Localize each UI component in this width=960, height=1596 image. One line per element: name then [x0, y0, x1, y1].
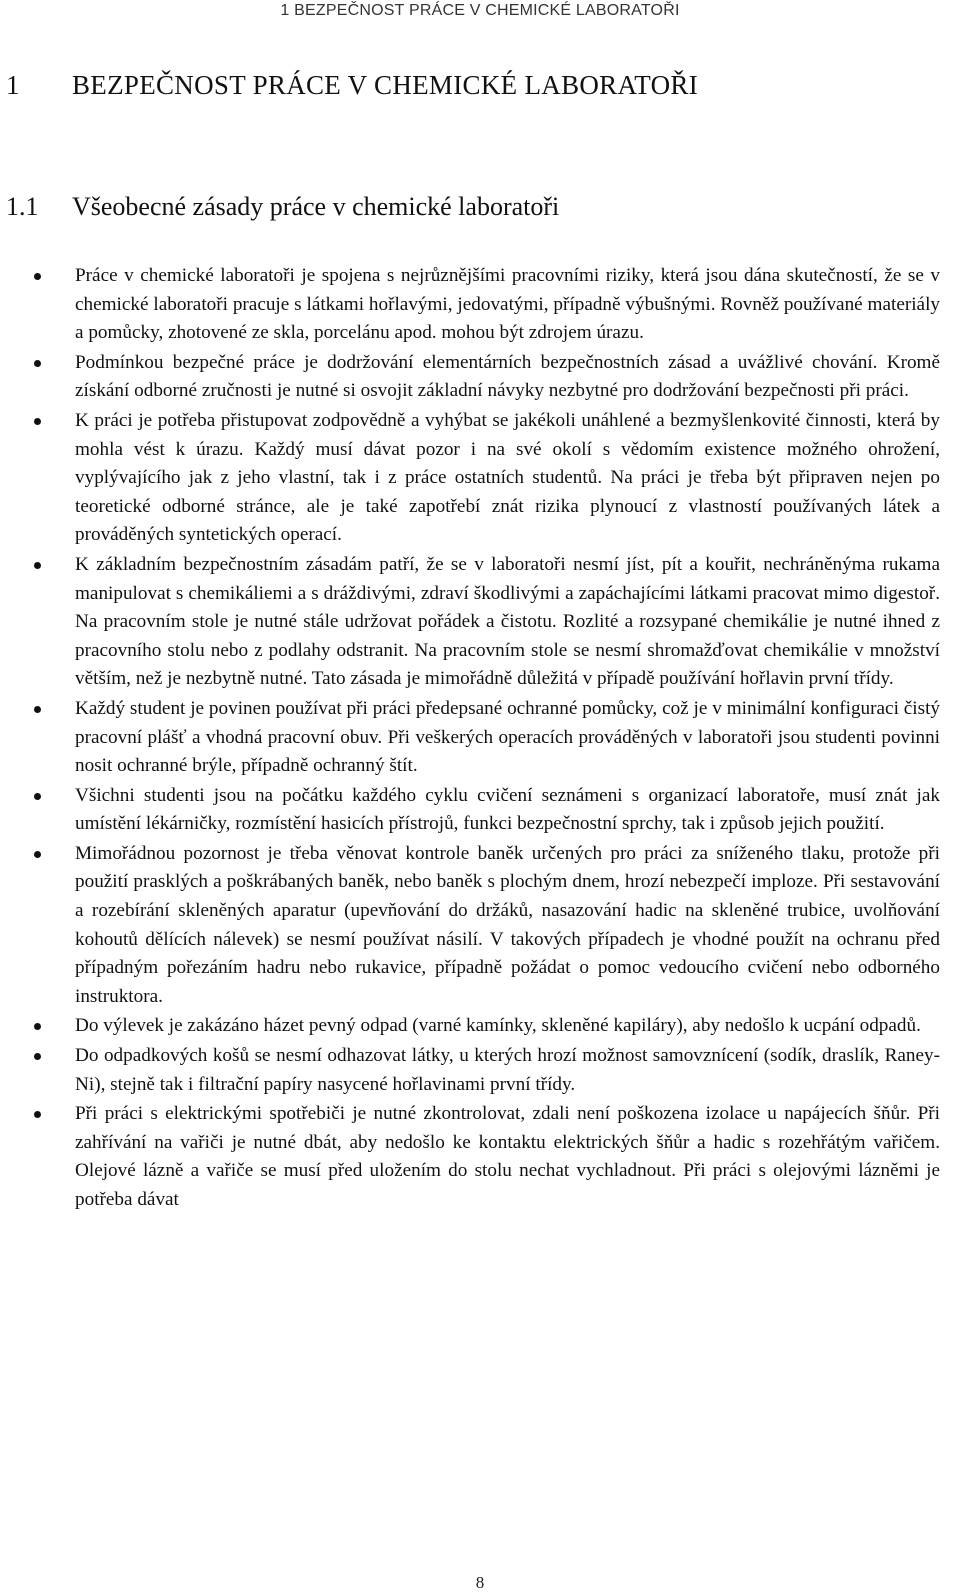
bullet-icon — [34, 1053, 41, 1060]
list-item — [0, 407, 940, 550]
running-header: 1 BEZPEČNOST PRÁCE V CHEMICKÉ LABORATOŘI — [280, 2, 680, 19]
list-item-text: K práci je potřeba přistupovat zodpovědně a vyhýbat se jakékoli unáhlené a bezmyšlenkovité činnosti, která by mohla vést k úrazu. Každý musí dávat pozor i na své okolí s vědomím existence možného ohrožení, vyplývajícího jak z jeho vlastní, tak i z práce ostatních studentů. Na práci je třeba být připraven nejen po teoretické odborné stránce, ale je také zapotřebí znát rizika plynoucí z vlastností používaných látek a prováděných syntetických operací. — [75, 409, 940, 546]
list-item-text: Podmínkou bezpečné práce je dodržování elementárních bezpečnostních zásad a uvážlivé chování. Kromě získání odborné zručnosti je nutné si osvojit základní návyky nezbytné pro dodržování bezpečnosti při práci. — [75, 351, 940, 402]
list-item — [0, 1012, 940, 1041]
bullet-icon — [34, 360, 41, 367]
rules-list — [0, 262, 940, 1216]
section-number: 1.1 — [6, 192, 39, 221]
list-item-text: Práce v chemické laboratoři je spojena s nejrůznějšími pracovními riziky, která jsou dána skutečností, že se v chemické laboratoři pracuje s látkami hořlavými, jedovatými, případně výbušnými. Rovněž používané materiály a pomůcky, zhotovené ze skla, porcelánu apod. mohou být zdrojem úrazu. — [75, 265, 940, 344]
list-item-text: Do odpadkových košů se nesmí odhazovat látky, u kterých hrozí možnost samovznícení (sodík, draslík, Raney-Ni), stejně tak i filtrační papíry nasycené hořlavinami první třídy. — [75, 1045, 940, 1095]
chapter-title-text: BEZPEČNOST PRÁCE V CHEMICKÉ LABORATOŘI — [72, 70, 698, 100]
list-item — [0, 782, 940, 839]
chapter-title — [6, 70, 698, 101]
list-item — [0, 1042, 940, 1099]
list-item-text: Mimořádnou pozornost je třeba věnovat kontrole baněk určených pro práci za sníženého tlaku, protože při použití prasklých a poškrábaných baněk, nebo baněk s plochým dnem, hrozí nebezpečí imploze. Při sestavování a rozebírání skleněných aparatur (upevňování do držáků, nasazování hadic na skleněné trubice, uvolňování kohoutů dělících nálevek) se nesmí používat násilí. V takových případech je vhodné použít na ochranu před případným pořezáním hadru nebo rukavice, případně požádat o pomoc vedoucího cvičení nebo odborného instruktora. — [75, 842, 940, 1007]
bullet-icon — [34, 1023, 41, 1030]
bullet-icon — [34, 706, 41, 713]
bullet-icon — [34, 273, 41, 280]
list-item-text: Všichni studenti jsou na počátku každého cyklu cvičení seznámeni s organizací laboratoře, musí znát jak umístění lékárničky, rozmístění hasicích přístrojů, funkci bezpečnostní sprchy, tak i způsob jejich použití. — [75, 784, 940, 835]
list-item — [0, 695, 940, 781]
list-item — [0, 1100, 940, 1214]
bullet-icon — [34, 851, 41, 858]
list-item-text: Každý student je povinen používat při práci předepsané ochranné pomůcky, což je v minimální konfiguraci čistý pracovní plášť a vhodná pracovní obuv. Při veškerých operacích prováděných v laboratoři jsou studenti povinni nosit ochranné brýle, případně ochranný štít. — [75, 697, 940, 777]
list-item-text: Do výlevek je zakázáno házet pevný odpad (varné kamínky, skleněné kapiláry), aby nedošlo k ucpání odpadů. — [75, 1015, 921, 1037]
list-item — [0, 262, 940, 348]
list-item — [0, 349, 940, 406]
list-item-text: Při práci s elektrickými spotřebiči je nutné zkontrolovat, zdali není poškozena izolace u napájecích šňůr. Při zahřívání na vařiči je nutné dbát, aby nedošlo ke kontaktu elektrických šňůr a hadic s rozehřátým vařičem. Olejové lázně a vařiče se musí před uložením do stolu nechat vychladnout. Při práci s olejovými lázněmi je potřeba dávat — [75, 1103, 940, 1210]
list-item — [0, 840, 940, 1012]
page-number: 8 — [475, 1573, 485, 1592]
section-title-text: Všeobecné zásady práce v chemické laboratoři — [72, 192, 560, 221]
bullet-icon — [34, 1111, 41, 1118]
section-title — [6, 192, 559, 222]
bullet-icon — [34, 562, 41, 569]
chapter-number: 1 — [6, 70, 20, 100]
list-item-text: K základním bezpečnostním zásadám patří, že se v laboratoři nesmí jíst, pít a kouřit, nechráněnýma rukama manipulovat s chemikáliemi a s dráždivými, zdraví škodlivými a zapáchajícími látkami pracovat mimo digestoř. Na pracovním stole je nutné stále udržovat pořádek a čistotu. Rozlité a rozsypané chemikálie je nutné ihned z pracovního stolu nebo z podlahy odstranit. Na pracovním stole se nesmí shromažďovat chemikálie v množství větším, než je nezbytně nutné. Tato zásada je mimořádně důležitá v případě používání hořlavin první třídy. — [75, 553, 940, 690]
bullet-icon — [34, 418, 41, 425]
list-item — [0, 551, 940, 694]
bullet-icon — [34, 793, 41, 800]
